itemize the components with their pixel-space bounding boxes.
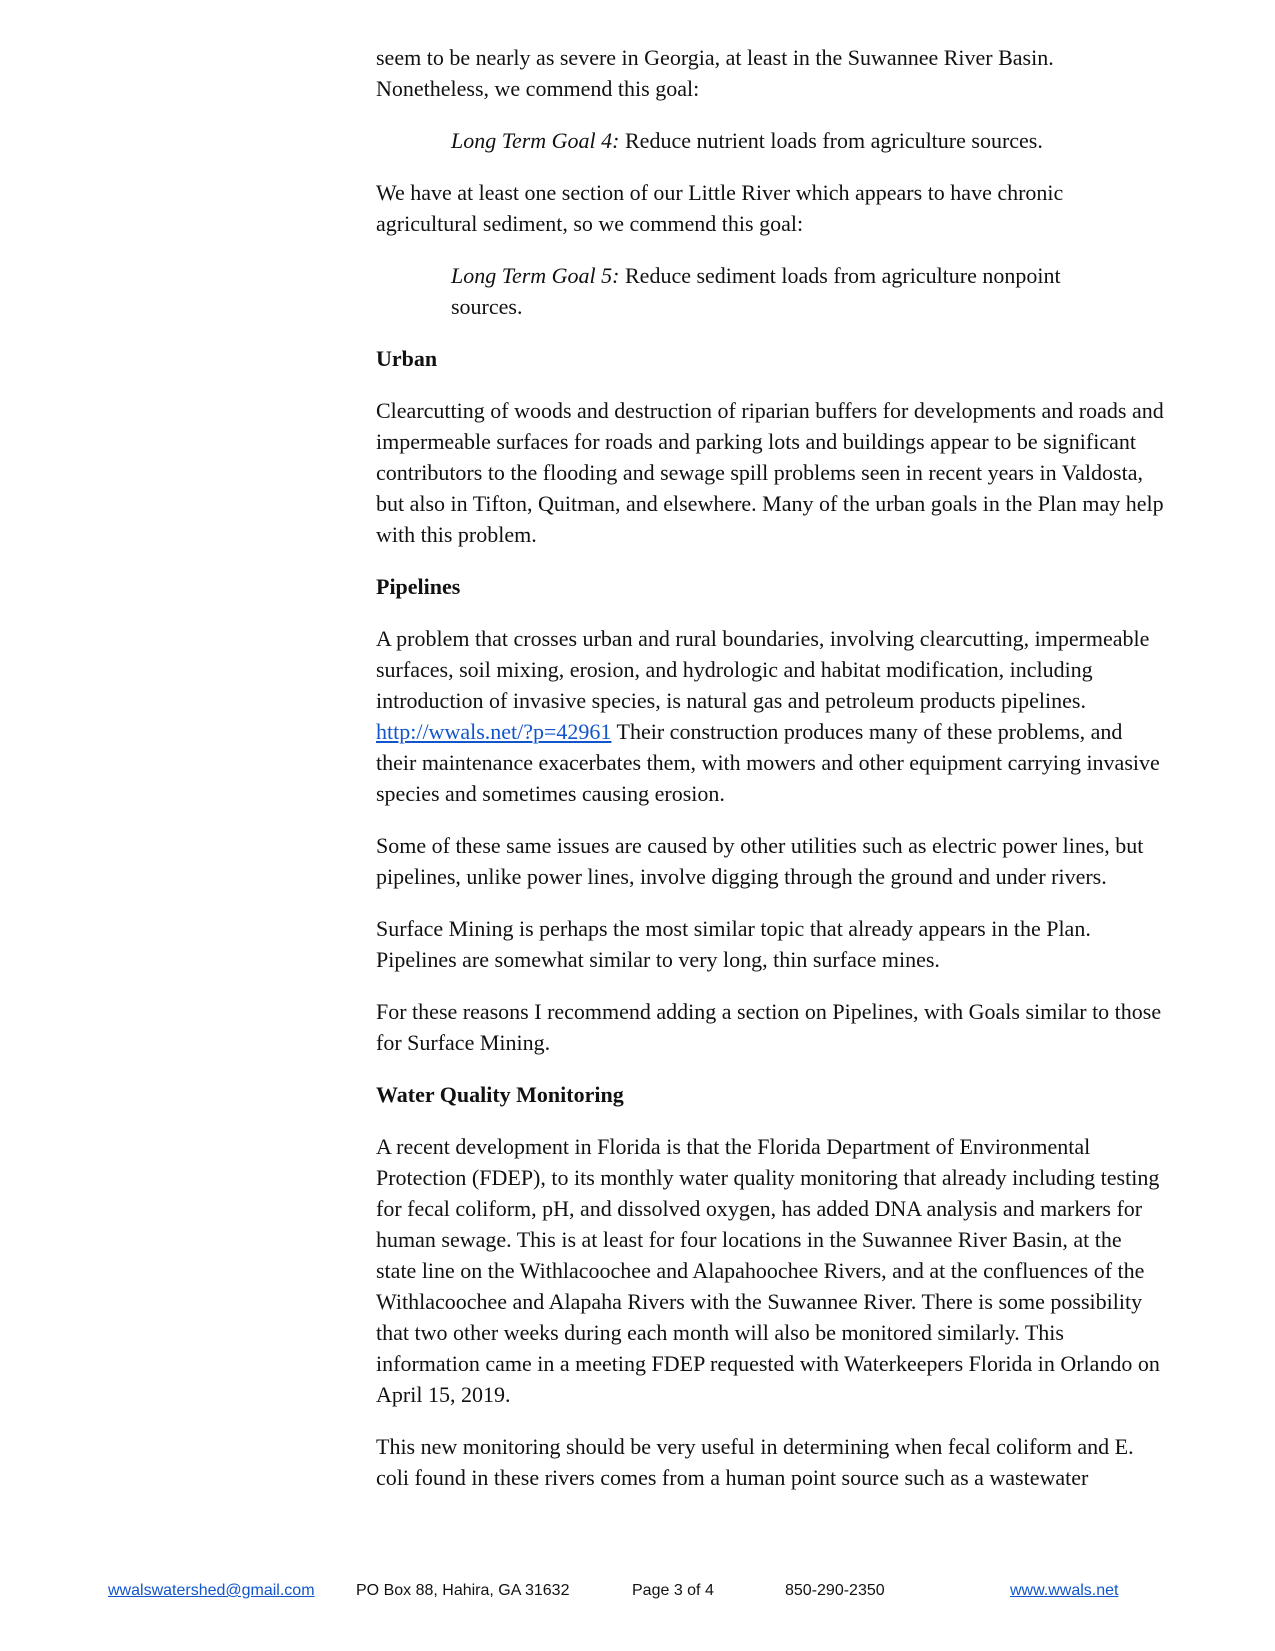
pipelines-1-after: Their construction produces many of these problems, and their maintenance exacerbates them, with mowers and other equipment carrying invasive species and sometimes causing erosion. xyxy=(376,719,1160,806)
footer-phone: 850-290-2350 xyxy=(785,1582,885,1599)
paragraph-wqm-2: This new monitoring should be very useful in determining when fecal coliform and E. coli found in these rivers comes from a human point source such as a wastewater xyxy=(376,1434,1134,1490)
pipelines-1-before: A problem that crosses urban and rural boundaries, involving clearcutting, impermeable surfaces, soil mixing, erosion, and hydrologic and habitat modification, including introduction of invasive species, is natural gas and petroleum products pipelines. xyxy=(376,626,1150,713)
heading-pipelines: Pipelines xyxy=(376,574,461,599)
footer-page-number: Page 3 of 4 xyxy=(632,1582,714,1599)
paragraph-intro: seem to be nearly as severe in Georgia, at least in the Suwannee River Basin. Nonetheless, we commend this goal: xyxy=(376,45,1054,101)
goal-5-label: Long Term Goal 5: xyxy=(451,263,620,288)
paragraph-urban: Clearcutting of woods and destruction of riparian buffers for developments and roads and impermeable surfaces for roads and parking lots and buildings appear to be significant contributors to the flooding and sewage spill problems seen in recent years in Valdosta, but also in Tifton, Quitman, and elsewhere. Many of the urban goals in the Plan may help with this problem. xyxy=(376,398,1164,547)
paragraph-little-river: We have at least one section of our Little River which appears to have chronic agricultural sediment, so we commend this goal: xyxy=(376,180,1064,236)
paragraph-pipelines-1 xyxy=(376,623,1166,809)
goal-4-text: Reduce nutrient loads from agriculture sources. xyxy=(619,128,1043,153)
goal-4 xyxy=(376,125,1166,156)
paragraph-wqm-1: A recent development in Florida is that the Florida Department of Environmental Protection (FDEP), to its monthly water quality monitoring that already including testing for fecal coliform, pH, and dissolved oxygen, has added DNA analysis and markers for human sewage. This is at least for four locations in the Suwannee River Basin, at the state line on the Withlacoochee and Alapahoochee Rivers, and at the confluences of the Withlacoochee and Alapaha Rivers with the Suwannee River. There is some possibility that two other weeks during each month will also be monitored similarly. This information came in a meeting FDEP requested with Waterkeepers Florida in Orlando on April 15, 2019. xyxy=(376,1134,1160,1407)
goal-4-label: Long Term Goal 4: xyxy=(451,128,620,153)
footer-website-link[interactable]: www.wwals.net xyxy=(1010,1582,1119,1599)
heading-water-quality-monitoring: Water Quality Monitoring xyxy=(376,1082,624,1107)
heading-urban: Urban xyxy=(376,346,438,371)
footer-email-link[interactable]: wwalswatershed@gmail.com xyxy=(108,1582,315,1599)
page-footer xyxy=(0,1581,1275,1605)
wwals-pipeline-link[interactable]: http://wwals.net/?p=42961 xyxy=(376,719,612,744)
footer-address: PO Box 88, Hahira, GA 31632 xyxy=(356,1582,570,1599)
paragraph-pipelines-2: Some of these same issues are caused by other utilities such as electric power lines, but pipelines, unlike power lines, involve digging through the ground and under rivers. xyxy=(376,833,1144,889)
goal-5-text: Reduce sediment loads from agriculture nonpoint sources. xyxy=(451,263,1061,319)
paragraph-pipelines-4: For these reasons I recommend adding a section on Pipelines, with Goals similar to those for Surface Mining. xyxy=(376,999,1162,1055)
goal-5 xyxy=(376,260,1166,322)
document-body xyxy=(376,42,1166,1514)
paragraph-pipelines-3: Surface Mining is perhaps the most similar topic that already appears in the Plan. Pipelines are somewhat similar to very long, thin surface mines. xyxy=(376,916,1091,972)
